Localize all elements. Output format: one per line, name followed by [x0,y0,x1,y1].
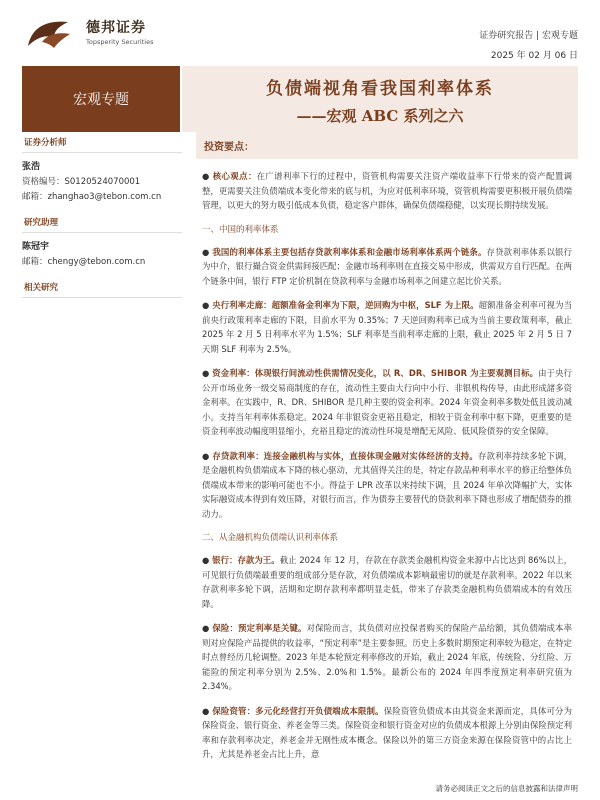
paragraph-rate-system: ● 我国的利率体系主要包括存贷款利率体系和金融市场利率体系两个链条。存贷款利率体系以银行为中介，银行撮合资金供需间接匹配；金融市场利率则在直接交易中形成，供需双方自行匹配。在两个链条中间，银行 FTP 定价机制在贷款利率与金融市场利率之间建立起比价关系。 [202,246,572,286]
assistant-email[interactable]: 邮箱：chengy@tebon.com.cn [22,257,146,267]
tebon-logo-icon [24,16,76,50]
report-type: 证券研究报告 | 宏观专题 [479,31,578,41]
related-research-label: 相关研究 [22,277,182,298]
report-date: 2025 年 02 月 06 日 [490,51,578,61]
category-banner: 宏观专题 [22,66,180,132]
brand-subtitle: Topsperity Securities [86,38,154,46]
title-banner [182,66,578,132]
sidebar [22,132,182,298]
key-points-heading: 投资要点： [196,132,578,159]
paragraph-deposit-loan-rates: ● 存贷款利率：连接金融机构与实体，直接体现金融对实体经济的支持。存款利率持续多轮下调，是金融机构负债端成本下降的核心驱动，尤其值得关注的是，特定存款品种利率水平的修正给整体负债端成本带来的影响可能也不小。得益于 LPR 改革以来持续下调，且 2024 年单次降幅扩大，实体实际融资成本得到有效压降，对银行而言，作为债券主要替代的贷款利率下降也形成了增配债券的推动力。 [202,450,572,519]
page-header [0,0,600,64]
analyst-email[interactable]: 邮箱：zhanghao3@tebon.com.cn [22,192,162,202]
analyst-name: 张浩 [22,162,41,172]
paragraph-insurance: ● 保险：预定利率是关键。对保险而言，其负债对应投保者购买的保险产品给额，其负债端成本率则对应保险产品提供的收益率，“预定利率”是主要参照。历史上多数时期预定利率较为稳定，在特定时点曾经历几轮调整。2023 年是本轮预定利率修改的开始，截止 2024 年底，传统险、分红险、万能险的预定利率分别为 2.5%、2.0%和 1.5%。最新公布的 2024 年四季度预定利率研究值为 2.34%。 [202,623,572,691]
brand-name: 德邦证券 [86,20,146,36]
analyst-cert: 资格编号：S0120524070001 [22,177,141,187]
paragraph-rate-corridor: ● 央行利率走廊：超额准备金利率为下限，逆回购为中枢，SLF 为上限。超额准备金利率可视为当前央行政策利率走廊的下限，目前水平为 0.35%；7 天逆回购利率已成为当前主要政策利率，截止 2025 年 2 月 5 日利率水平为 1.5%；SLF 利率是当前利率走廊的上限，截止 2025 年 2 月 5 日 7 天期 SLF 利率为 2.5%。 [202,300,572,354]
disclaimer-footer: 请务必阅读正文之后的信息披露和法律声明 [435,784,578,793]
section-heading-2: 二、从金融机构负债端认识利率体系 [202,533,339,543]
assistant-section-label: 研究助理 [22,212,182,233]
section-heading-1: 一、中国的利率体系 [202,224,279,235]
assistant-name: 陈冠宇 [22,242,50,252]
main-content [196,132,578,772]
analyst-section-label: 证券分析师 [22,132,182,153]
core-view-paragraph: ● 核心观点：在广谱利率下行的过程中，资管机构需要关注资产端收益率下行带来的资产配置调整，更需要关注负债端成本变化带来的底与机，为应对低利率环境，资管机构需要更积极开展负债端管理，以更大的努力吸引低成本负债，稳定客户群体，确保负债端稳健，以实现长期持续发展。 [202,171,572,210]
paragraph-funding-rates: ● 资金利率：体现银行间流动性供需情况变化，以 R、DR、SHIBOR 为主要观测目标。由于央行公开市场业务一级交易商制度的存在，流动性主要由大行向中小行、非银机构传导，由此形成諸多资金利率。在实践中，R、DR、SHIBOR 是几种主要的资金利率。2024 年资金利率多数处低且波动减小。支持当年利率体系稳定。2024 年非银资金更裕且稳定，相较于资金利率中枢下降，更重要的是资金利率波动幅度明显缩小，充裕且稳定的流动性环境是增配无风险、低风险债券的安全保障。 [202,368,572,436]
report-title: 负债端视角看我国利率体系 [266,79,494,99]
paragraph-banks: ● 银行：存款为王。截止 2024 年 12 月，存款在存款类金融机构资金来源中占比达到 86%以上，可见银行负债端最重要的组成部分是存款，对负债端成本影响最密切的就是存款利率。2022 年以来存款利率多轮下调，活期和定期存款利率都明显走低，带来了存款类金融机构负债端成本的有效压降。 [202,555,572,609]
paragraph-insurance-am: ● 保险资管：多元化经营打开负债端成本限制。保险资管负债成本由其资金来源而定，具体可分为保险资金、银行资金、养老金等三类。保险资金和银行资金对应的负债成本根源上分别由保险预定利率和存款利率决定，养老金并无刚性成本概念。保险以外的第三方资金来源在保险资管中的占比上升，尤其是养老金占比上升，意 [202,705,572,759]
report-subtitle: ——宏观 ABC 系列之六 [296,107,464,125]
